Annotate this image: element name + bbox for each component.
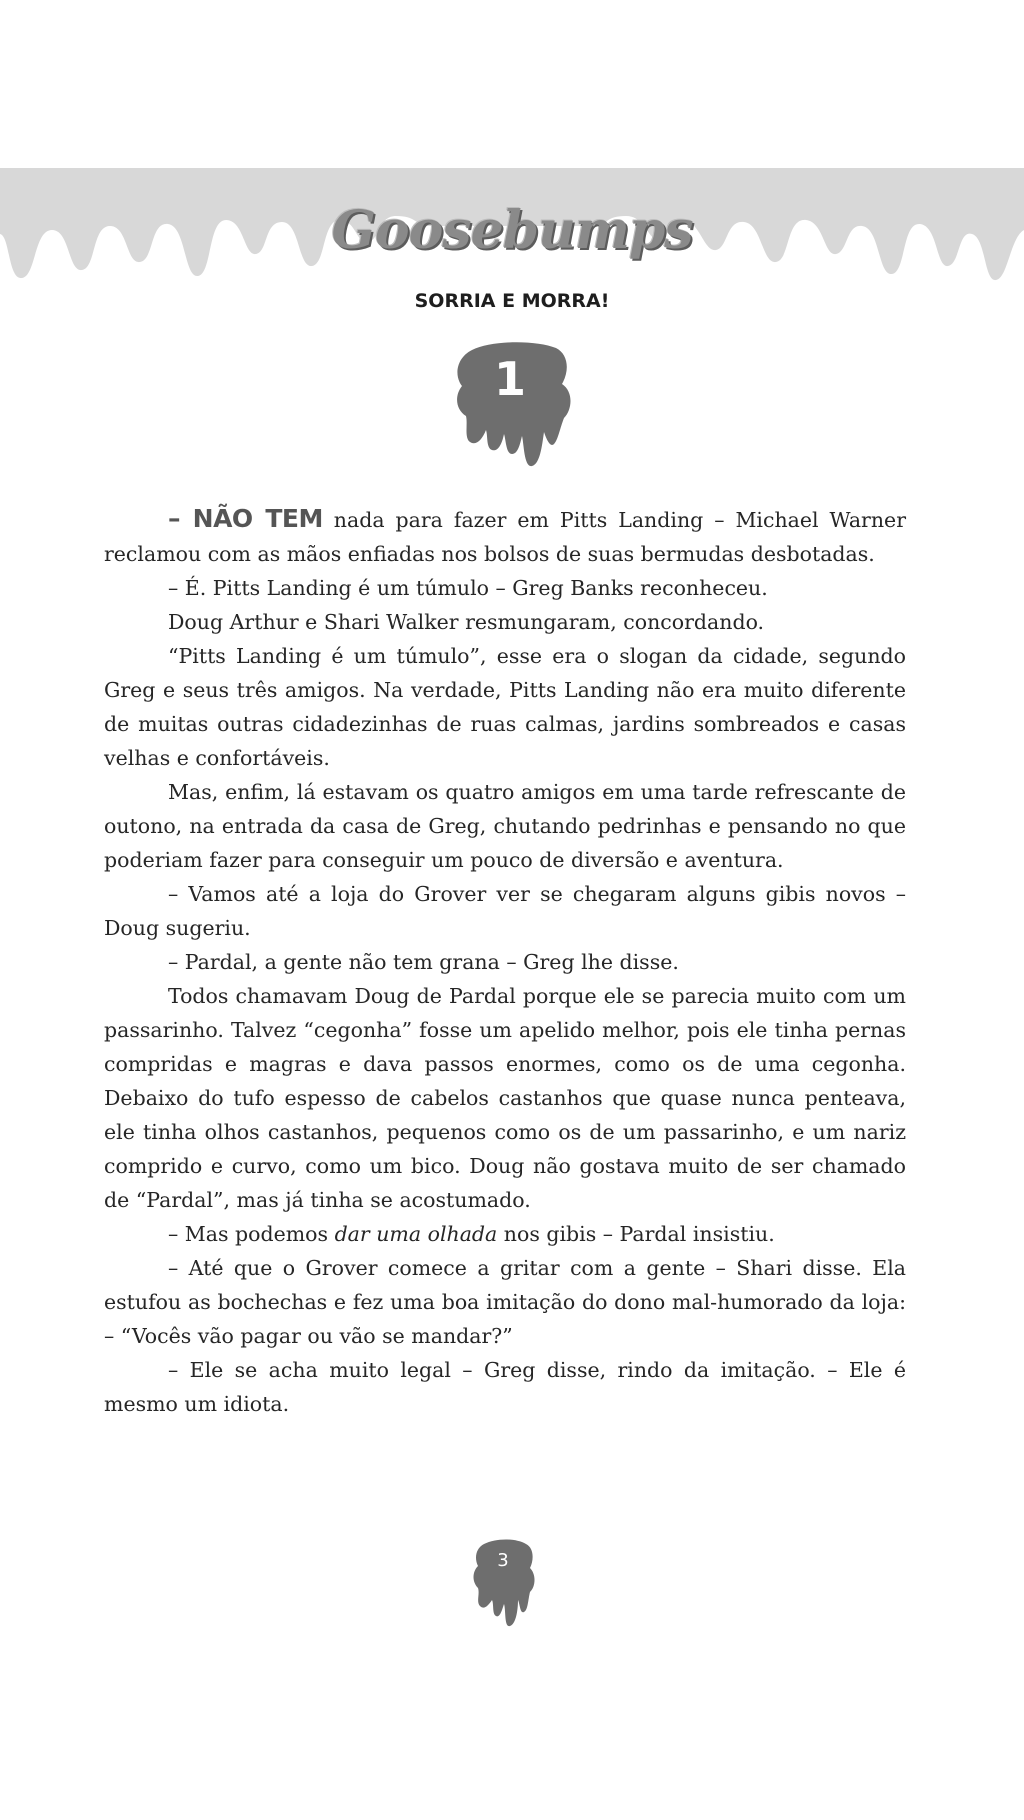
paragraph: – É. Pitts Landing é um túmulo – Greg Banks reconheceu. [168, 576, 768, 600]
paragraph [104, 502, 906, 571]
paragraph [104, 1217, 906, 1251]
paragraph: “Pitts Landing é um túmulo”, esse era o slogan da cidade, segundo Greg e seus três amigos. Na verdade, Pitts Landing não era muito diferente de muitas outras cidadezinhas de ruas calmas, jardins sombreados e casas velhas e confortáveis. [104, 644, 906, 770]
paragraph: – Até que o Grover comece a gritar com a gente – Shari disse. Ela estufou as bochechas e fez uma boa imitação do dono mal-humorado da loja: – “Vocês vão pagar ou vão se mandar?” [104, 1256, 906, 1348]
page-number: 3 [497, 1550, 509, 1571]
paragraph: Todos chamavam Doug de Pardal porque ele se parecia muito com um passarinho. Talvez “cegonha” fosse um apelido melhor, pois ele tinha pernas compridas e magras e dava passos enormes, como os de uma cegonha. Debaixo do tufo espesso de cabelos castanhos que quase nunca penteava, ele tinha olhos castanhos, pequenos como os de um passarinho, e um nariz comprido e curvo, como um bico. Doug não gostava muito de ser chamado de “Pardal”, mas já tinha se acostumado. [104, 984, 906, 1212]
paragraph-text: – Mas podemos [168, 1222, 335, 1246]
book-subtitle: SORRIA E MORRA! [414, 290, 610, 312]
paragraph: – Pardal, a gente não tem grana – Greg lhe disse. [168, 950, 679, 974]
chapter-number: 1 [493, 352, 526, 406]
chapter-opening-words: – NÃO TEM [168, 504, 323, 533]
paragraph: – Ele se acha muito legal – Greg disse, rindo da imitação. – Ele é mesmo um idiota. [104, 1358, 906, 1416]
paragraph-text: nada para fazer em Pitts Landing – Michael Warner reclamou com as mãos enfiadas nos bolsos de suas bermudas desbotadas. [104, 508, 906, 566]
paragraph: Mas, enfim, lá estavam os quatro amigos em uma tarde refrescante de outono, na entrada da casa de Greg, chutando pedrinhas e pensando no que poderiam fazer para conseguir um pouco de diversão e aventura. [104, 780, 906, 872]
emphasized-text: dar uma olhada [334, 1222, 498, 1246]
paragraph: Doug Arthur e Shari Walker resmungaram, concordando. [168, 610, 765, 634]
goosebumps-logo: Goosebumps [331, 200, 693, 261]
chapter-text [104, 502, 906, 1421]
paragraph: – Vamos até a loja do Grover ver se chegaram alguns gibis novos – Doug sugeriu. [104, 882, 906, 940]
paragraph-text: nos gibis – Pardal insistiu. [497, 1222, 775, 1246]
